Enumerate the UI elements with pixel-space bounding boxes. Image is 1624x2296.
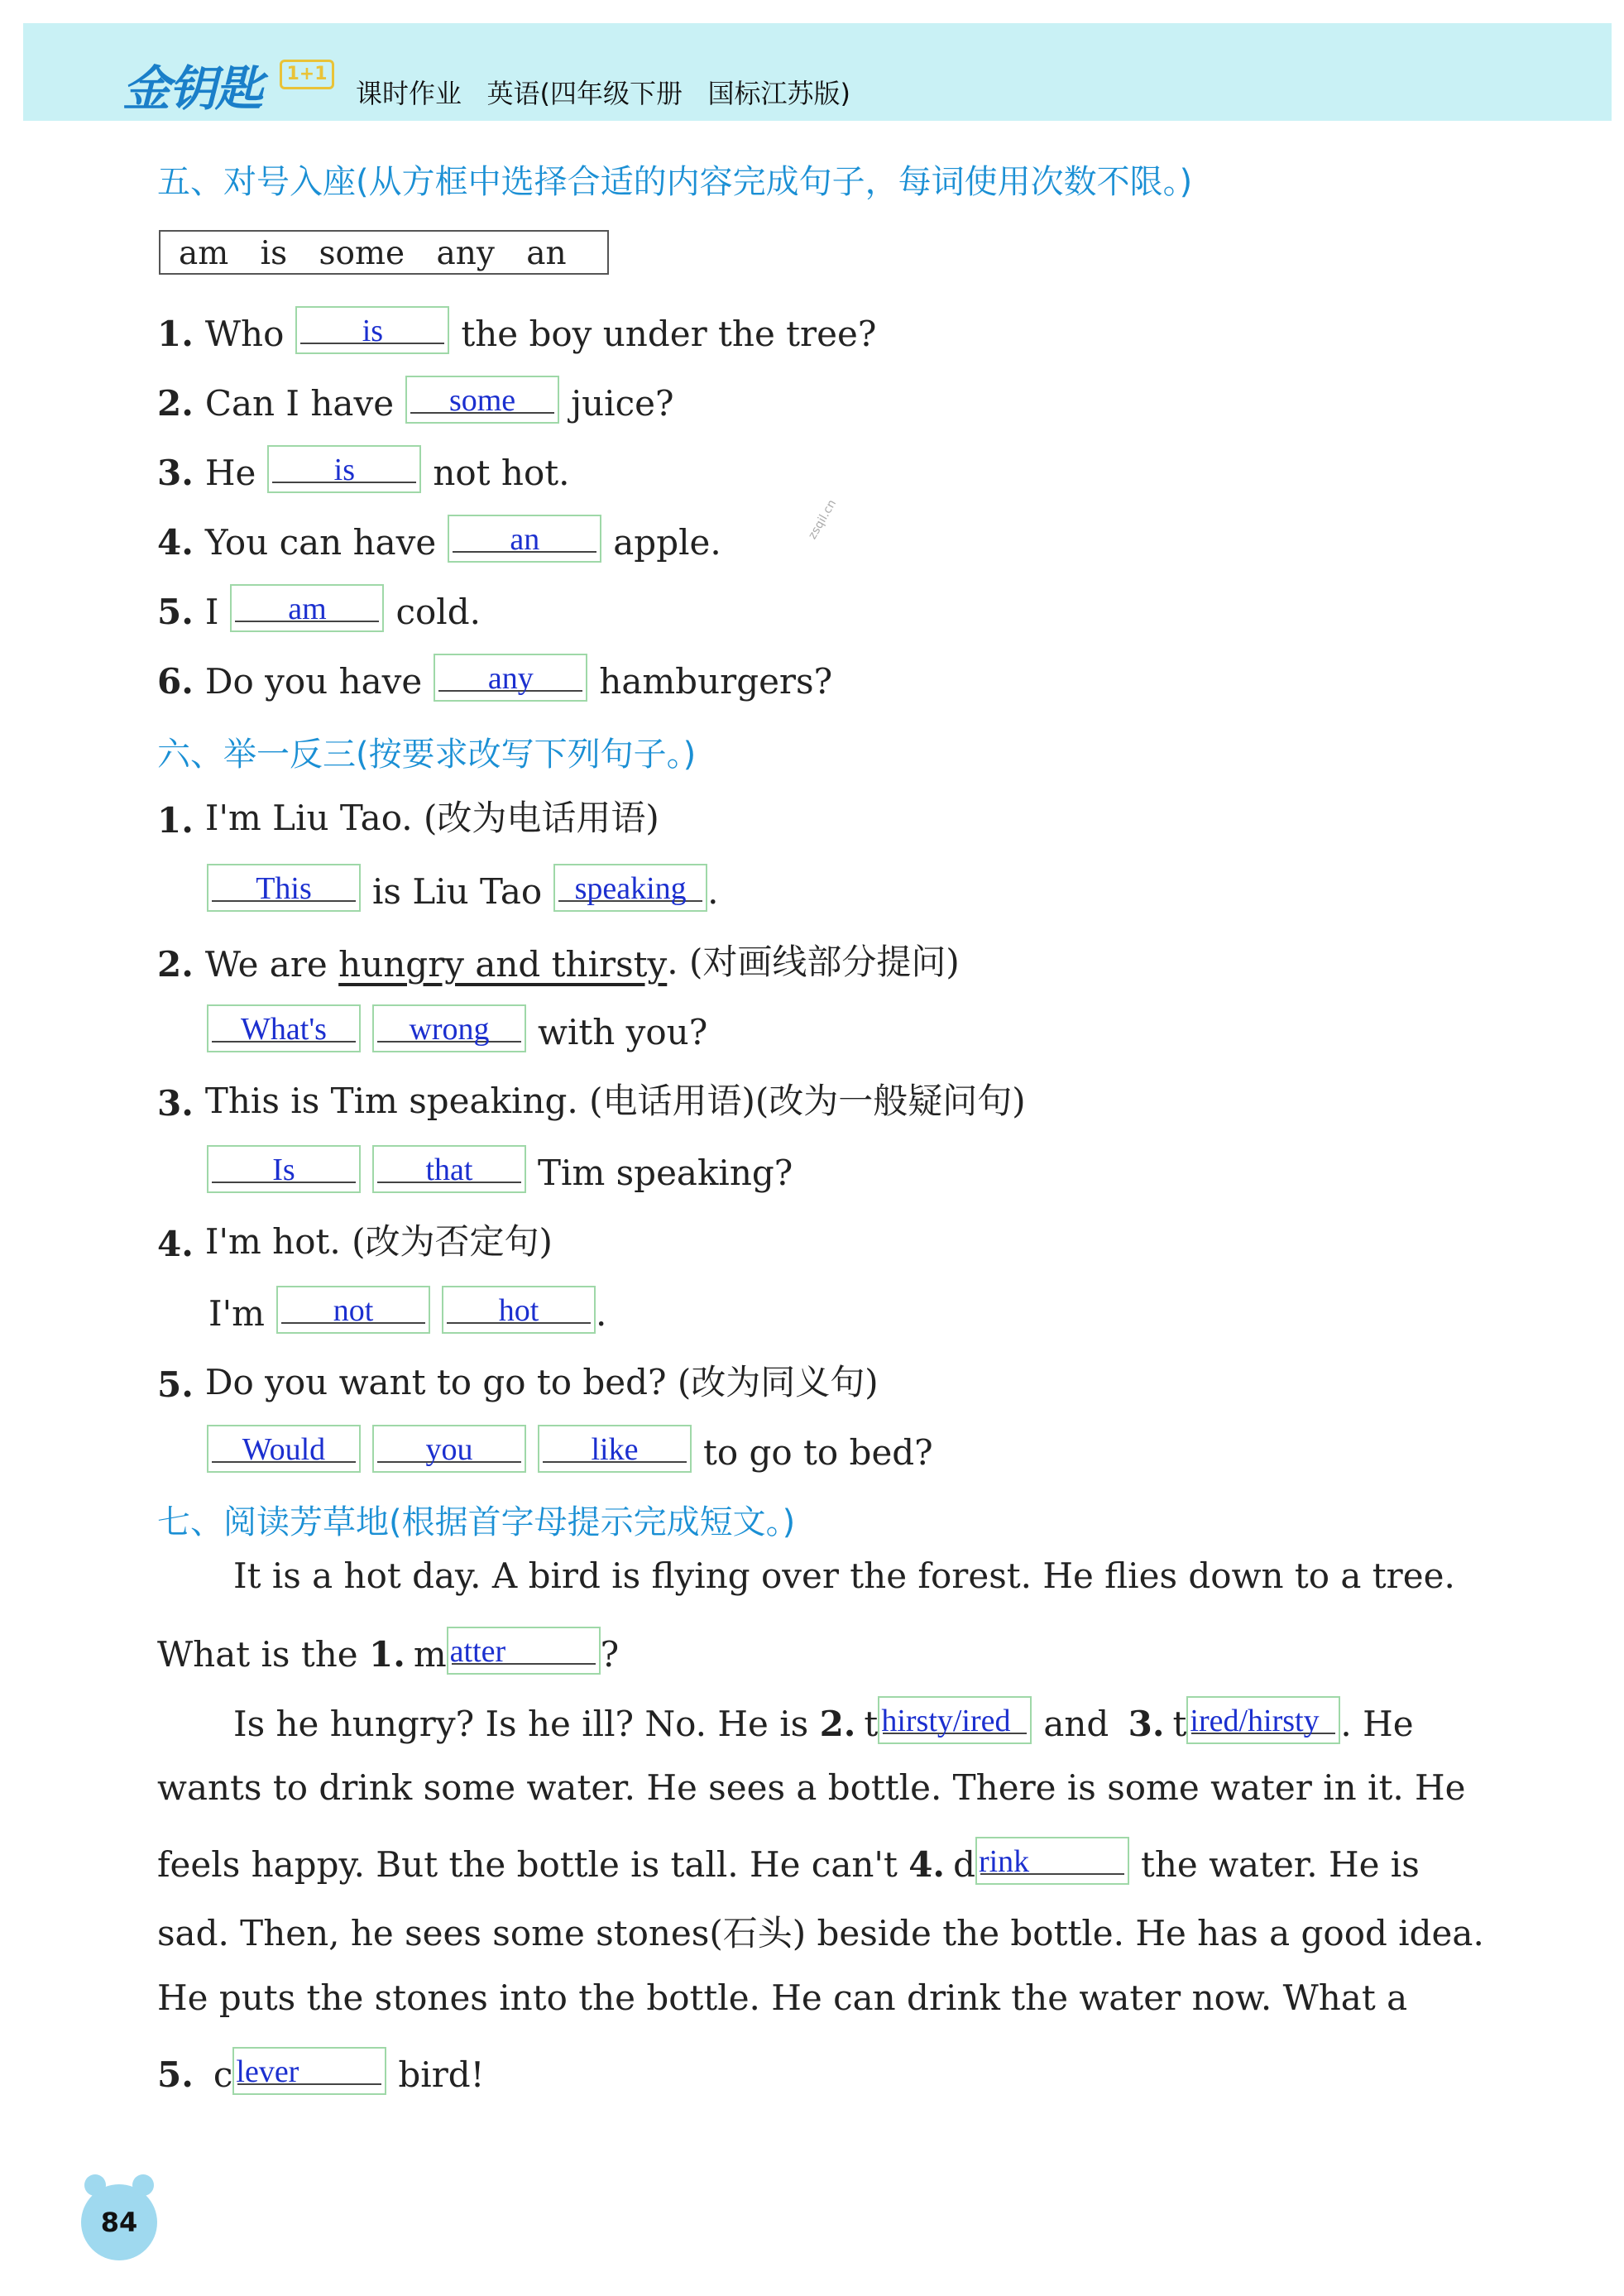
reading-text: He puts the stones into the bottle. He can drink the water now. What a: [157, 1977, 1408, 2018]
question-text: I'm hot. (改为否定句): [204, 1221, 553, 1262]
reading-text: . He: [1340, 1704, 1414, 1744]
item-number: 6.: [157, 661, 194, 702]
first-letter: m: [413, 1634, 447, 1675]
reading-text: ?: [600, 1634, 620, 1675]
reading-text: the water. He is: [1140, 1844, 1420, 1885]
item-text: Do you have: [204, 661, 423, 702]
answer-text: with you?: [538, 1012, 708, 1052]
s6-a1: [199, 864, 719, 912]
question-text: We are: [204, 944, 328, 985]
blank-number: 5.: [157, 2054, 194, 2095]
s6-q4: [157, 1215, 553, 1264]
item-number: 4.: [157, 522, 194, 563]
book-info: 课时作业 英语(四年级下册 国标江苏版): [356, 78, 851, 109]
s5-item-5: [157, 584, 481, 632]
answer-blank[interactable]: speaking: [553, 864, 707, 912]
answer-text: Tim speaking?: [538, 1153, 793, 1193]
answer-blank[interactable]: some: [405, 376, 559, 424]
s6-q2: [157, 935, 960, 985]
blank-number: 3.: [1128, 1704, 1165, 1744]
answer-blank[interactable]: What's: [207, 1004, 361, 1052]
item-number: 3.: [157, 1083, 194, 1124]
answer-blank[interactable]: hirsty/ired: [878, 1696, 1032, 1744]
section-6-title: 六、举一反三(按要求改写下列句子。): [157, 736, 697, 774]
s5-item-3: [157, 445, 569, 493]
answer-text: .: [707, 871, 719, 912]
word-bank: am is some any an: [159, 230, 609, 275]
answer-blank[interactable]: wrong: [372, 1004, 526, 1052]
item-number: 1.: [157, 800, 194, 841]
answer-text: is Liu Tao: [372, 871, 543, 912]
item-number: 5.: [157, 1364, 194, 1405]
answer-blank[interactable]: you: [372, 1425, 526, 1473]
reading-line-7: [157, 1977, 1407, 2018]
page-number: 84: [81, 2184, 157, 2260]
question-text: . (对画线部分提问): [667, 942, 960, 982]
reading-line-3: [233, 1696, 1414, 1744]
item-text: juice?: [571, 383, 674, 424]
answer-blank[interactable]: am: [230, 584, 384, 632]
item-text: the boy under the tree?: [461, 314, 877, 354]
answer-blank[interactable]: atter: [447, 1627, 601, 1675]
s6-q3: [157, 1074, 1026, 1124]
first-letter: t: [1172, 1704, 1187, 1744]
s5-item-4: [157, 515, 721, 563]
answer-blank[interactable]: is: [267, 445, 421, 493]
s6-a3: [199, 1145, 793, 1193]
item-number: 2.: [157, 944, 194, 985]
reading-text: and: [1043, 1704, 1109, 1744]
first-letter: c: [213, 2054, 233, 2095]
question-text: This is Tim speaking. (电话用语)(改为一般疑问句): [204, 1081, 1026, 1121]
s6-a2: [199, 1004, 707, 1052]
reading-text: sad. Then, he sees some stones(石头) beside the bottle. He has a good idea.: [157, 1913, 1484, 1953]
reading-line-1: [233, 1555, 1455, 1596]
item-text: Can I have: [204, 383, 395, 424]
underlined-phrase: hungry and thirsty: [338, 944, 668, 985]
item-number: 1.: [157, 314, 194, 354]
reading-line-8: [157, 2047, 485, 2095]
reading-text: It is a hot day. A bird is flying over the forest. He flies down to a tree.: [233, 1555, 1455, 1596]
question-text: I'm Liu Tao. (改为电话用语): [204, 798, 659, 838]
reading-line-5: [157, 1837, 1420, 1885]
answer-blank[interactable]: any: [434, 654, 587, 702]
section-5-title: 五、对号入座(从方框中选择合适的内容完成句子，每词使用次数不限。): [157, 163, 1193, 201]
item-text: hamburgers?: [599, 661, 833, 702]
reading-text: bird!: [398, 2054, 485, 2095]
watermark: zsqil.cn: [806, 497, 840, 542]
item-text: He: [204, 453, 256, 493]
section-7-title: 七、阅读芳草地(根据首字母提示完成短文。): [157, 1503, 796, 1541]
reading-line-6: [157, 1906, 1484, 1956]
answer-blank[interactable]: that: [372, 1145, 526, 1193]
reading-line-2: [157, 1627, 619, 1675]
answer-text: to go to bed?: [703, 1432, 933, 1473]
answer-blank[interactable]: lever: [232, 2047, 386, 2095]
s5-item-6: [157, 654, 832, 702]
item-text: apple.: [613, 522, 721, 563]
question-text: Do you want to go to bed? (改为同义句): [204, 1362, 879, 1402]
item-number: 2.: [157, 383, 194, 424]
answer-blank[interactable]: an: [448, 515, 601, 563]
item-text: cold.: [395, 592, 481, 632]
blank-number: 2.: [819, 1704, 856, 1744]
answer-blank[interactable]: not: [276, 1286, 430, 1334]
answer-blank[interactable]: hot: [442, 1286, 596, 1334]
item-text: not hot.: [433, 453, 570, 493]
item-text: You can have: [204, 522, 437, 563]
s6-a5: [199, 1425, 933, 1473]
item-number: 5.: [157, 592, 194, 632]
answer-blank[interactable]: rink: [975, 1837, 1129, 1885]
first-letter: d: [953, 1844, 975, 1885]
reading-text: What is the: [157, 1634, 358, 1675]
answer-blank[interactable]: is: [295, 306, 449, 354]
item-text: I: [204, 592, 219, 632]
item-number: 3.: [157, 453, 194, 493]
reading-text: wants to drink some water. He sees a bottle. There is some water in it. He: [157, 1767, 1466, 1808]
item-number: 4.: [157, 1224, 194, 1264]
brand-logo: 金钥匙: [122, 60, 262, 117]
answer-text: I'm: [208, 1293, 265, 1334]
blank-number: 4.: [908, 1844, 946, 1885]
answer-text: .: [595, 1293, 607, 1334]
reading-text: feels happy. But the bottle is tall. He can't: [157, 1844, 898, 1885]
answer-blank[interactable]: This: [207, 864, 361, 912]
answer-blank[interactable]: Would: [207, 1425, 361, 1473]
s5-item-1: [157, 306, 876, 354]
brand-badge: 1+1: [280, 60, 334, 89]
s6-q1: [157, 791, 659, 841]
item-text: Who: [204, 314, 285, 354]
first-letter: t: [864, 1704, 879, 1744]
answer-blank[interactable]: like: [538, 1425, 692, 1473]
answer-blank[interactable]: ired/hirsty: [1186, 1696, 1340, 1744]
reading-text: Is he hungry? Is he ill? No. He is: [233, 1704, 809, 1744]
blank-number: 1.: [368, 1634, 405, 1675]
s5-item-2: [157, 376, 673, 424]
answer-blank[interactable]: Is: [207, 1145, 361, 1193]
s6-a4: [208, 1286, 606, 1334]
s6-q5: [157, 1355, 879, 1405]
reading-line-4: [157, 1767, 1466, 1808]
